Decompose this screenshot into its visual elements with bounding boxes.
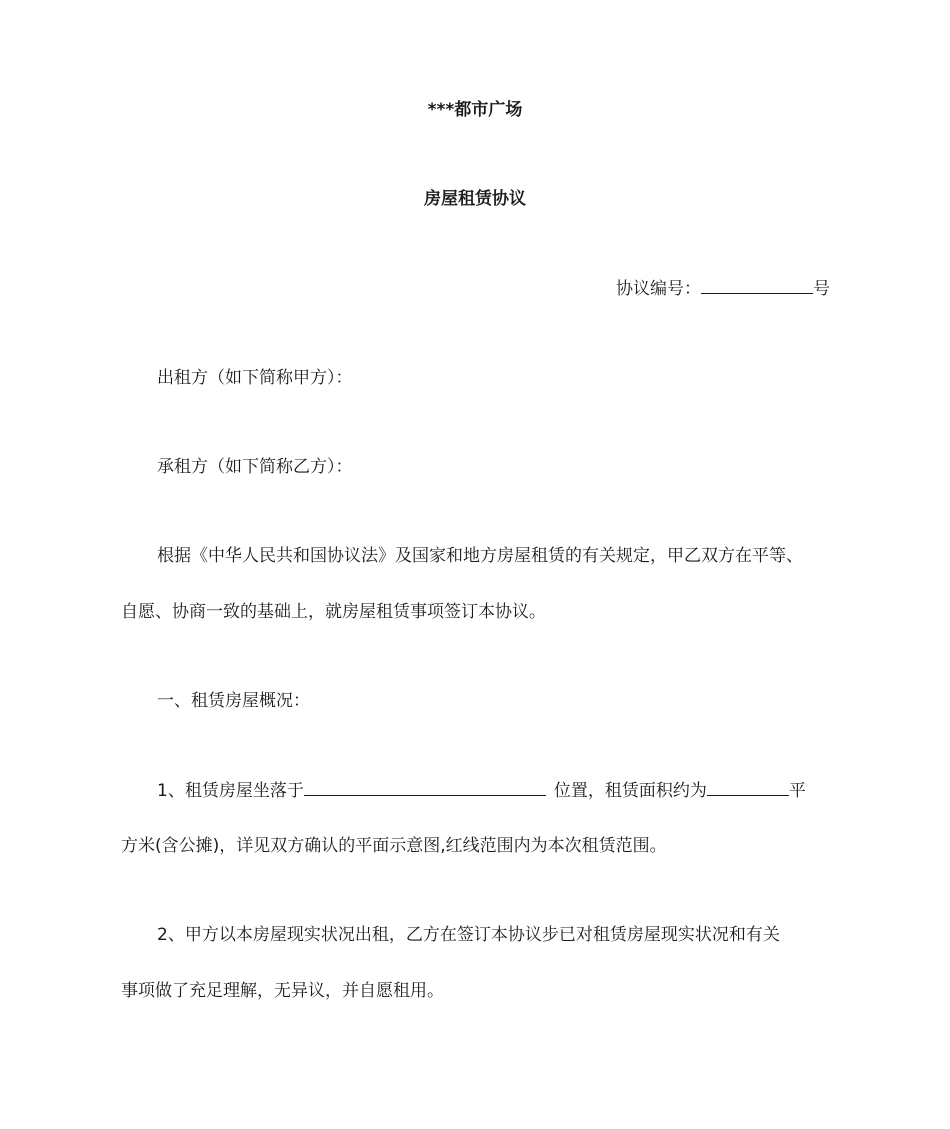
clause-2-line-2: 事项做了充足理解，无异议，并自愿租用。 [121, 981, 444, 1001]
section-1-heading: 一、租赁房屋概况： [157, 691, 310, 711]
clause-1-location-label: 1、租赁房屋坐落于 [157, 781, 304, 801]
header-title: ***都市广场 [427, 100, 523, 120]
agreement-number-line [616, 276, 830, 301]
area-blank [707, 778, 789, 796]
clause-1-area-label: 位置，租赁面积约为 [553, 781, 707, 801]
location-blank [304, 778, 546, 796]
clause-2-line-1: 2、甲方以本房屋现实状况出租，乙方在签订本协议步已对租赁房屋现实状况和有关 [157, 925, 780, 945]
clause-1-line-1 [157, 778, 806, 803]
clause-1-unit-start: 平 [788, 781, 806, 801]
preamble-line-2: 自愿、协商一致的基础上，就房屋租赁事项签订本协议。 [121, 602, 546, 622]
document-title: 房屋租赁协议 [424, 189, 526, 209]
agreement-number-blank [701, 276, 813, 294]
preamble-line-1: 根据《中华人民共和国协议法》及国家和地方房屋租赁的有关规定，甲乙双方在平等、 [157, 546, 803, 566]
clause-1-line-2: 方米(含公摊)，详见双方确认的平面示意图,红线范围内为本次租赁范围。 [121, 836, 667, 856]
agreement-number-suffix: 号 [813, 279, 830, 299]
lessor-label: 出租方（如下简称甲方）： [157, 368, 353, 388]
lessee-label: 承租方（如下简称乙方）： [157, 457, 353, 477]
agreement-number-label: 协议编号： [616, 279, 701, 299]
